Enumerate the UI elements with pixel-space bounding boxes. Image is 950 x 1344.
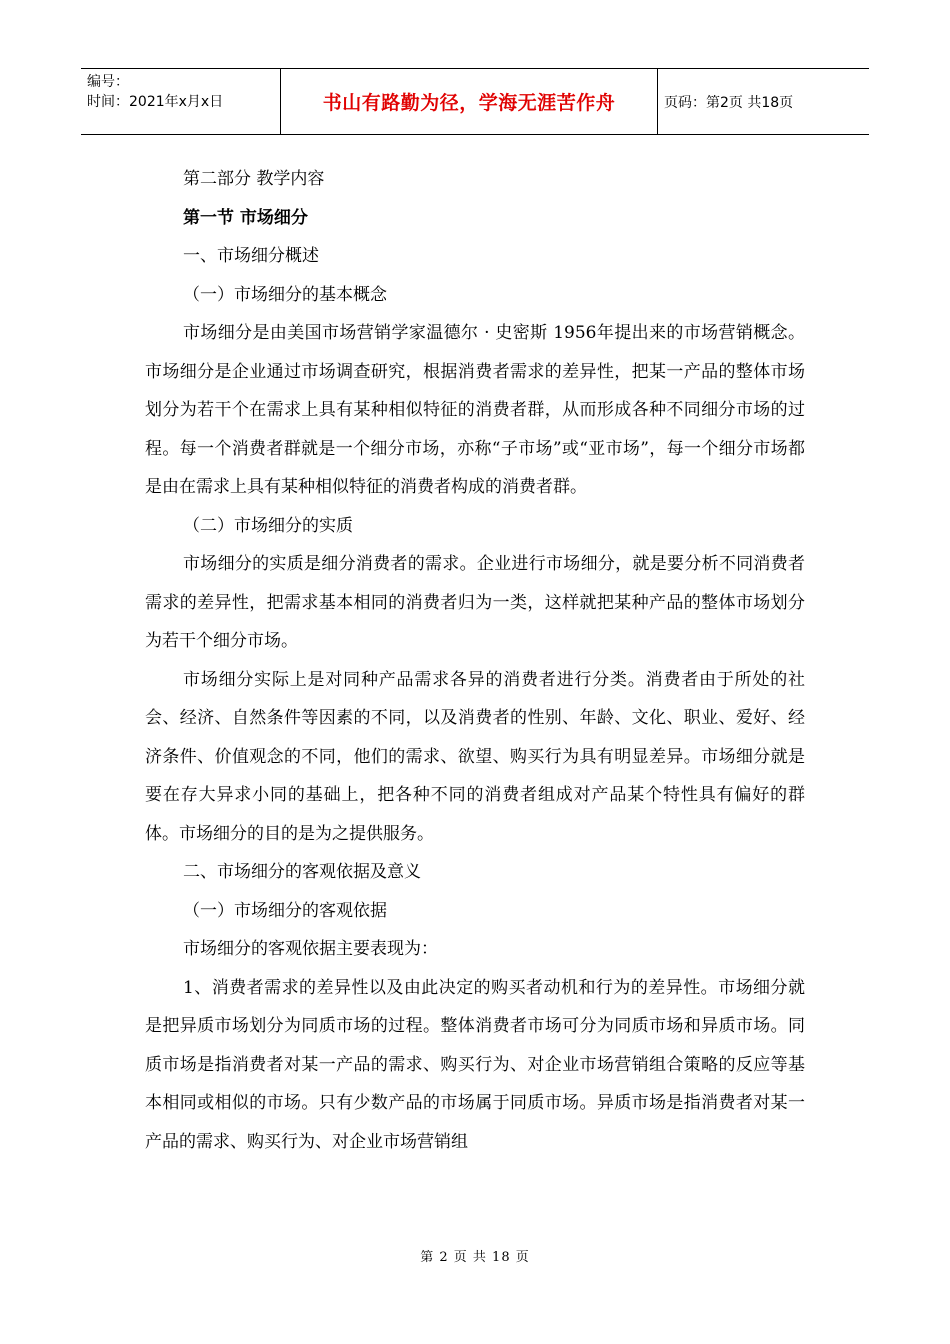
paragraph: 市场细分的客观依据主要表现为： [183, 939, 438, 959]
header-motto: 书山有路勤为径，学海无涯苦作舟 [281, 69, 658, 134]
subheading-basic-concept: （一）市场细分的基本概念 [183, 284, 387, 305]
page-footer: 第 2 页 共 18 页 [420, 1250, 530, 1265]
paragraph: 1、消费者需求的差异性以及由此决定的购买者动机和行为的差异性。市场细分就是把异质市场划分为同质市场的过程。整体消费者市场可分为同质市场和异质市场。同质市场是指消费者对某一产品的需求、购买行为、对企业市场营销组合策略的反应等基本相同或相似的市场。只有少数产品的市场属于同质市场。异质市场是指消费者对某一产品的需求、购买行为、对企业市场营销组 [145, 977, 805, 1152]
section-title: 第一节 市场细分 [183, 207, 308, 228]
document-time: 时间：2021年x月x日 [87, 94, 224, 110]
part-title: 第二部分 教学内容 [183, 169, 325, 189]
subheading-essence: （二）市场细分的实质 [183, 515, 353, 536]
document-number-label: 编号： [87, 74, 129, 90]
header-meta [81, 69, 281, 134]
paragraph: 市场细分的实质是细分消费者的需求。企业进行市场细分，就是要分析不同消费者需求的差异性，把需求基本相同的消费者归为一类，这样就把某种产品的整体市场划分为若干个细分市场。 [145, 554, 805, 651]
paragraph: 市场细分是由美国市场营销学家温德尔 · 史密斯 1956年提出来的市场营销概念。市场细分是企业通过市场调查研究，根据消费者需求的差异性，把某一产品的整体市场划分为若干个在需求上具有某种相似特征的消费者群，从而形成各种不同细分市场的过程。每一个消费者群就是一个细分市场，亦称“子市场”或“亚市场”，每一个细分市场都是由在需求上具有某种相似特征的消费者构成的消费者群。 [145, 323, 805, 497]
heading-objective-basis: 二、市场细分的客观依据及意义 [183, 862, 421, 882]
page-header [81, 68, 869, 135]
heading-market-segmentation-overview: 一、市场细分概述 [183, 246, 319, 266]
header-page-info: 页码：第2页 共18页 [664, 94, 794, 111]
paragraph: 市场细分实际上是对同种产品需求各异的消费者进行分类。消费者由于所处的社会、经济、自然条件等因素的不同，以及消费者的性别、年龄、文化、职业、爱好、经济条件、价值观念的不同，他们的需求、欲望、购买行为具有明显差异。市场细分就是要在存大异求小同的基础上，把各种不同的消费者组成对产品某个特性具有偏好的群体。市场细分的目的是为之提供服务。 [145, 669, 805, 844]
subheading-objective-basis: （一）市场细分的客观依据 [183, 900, 387, 921]
document-body [145, 160, 805, 1161]
